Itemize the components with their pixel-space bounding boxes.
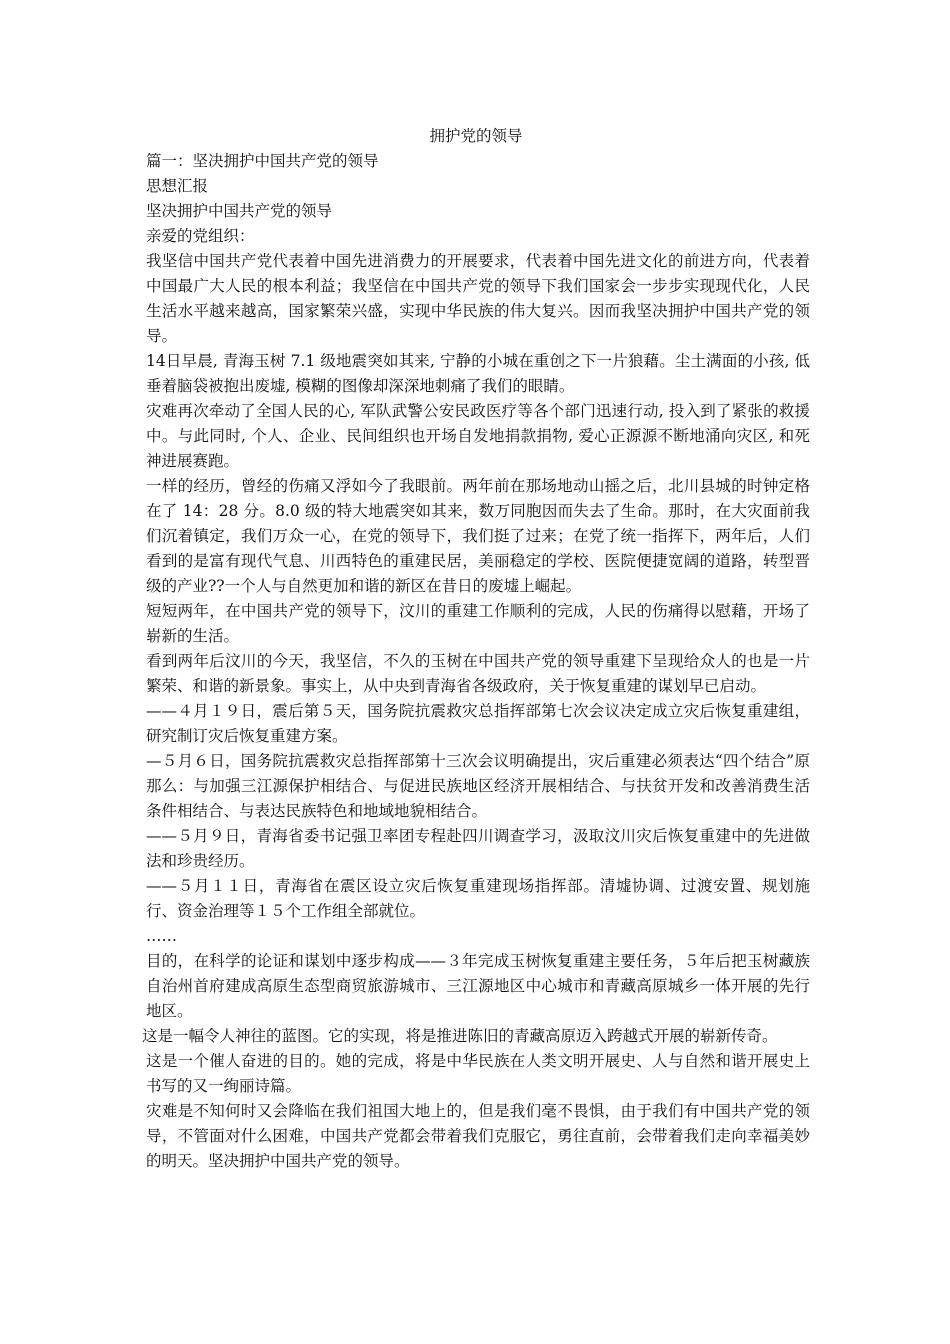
paragraph-body: 灾难再次牵动了全国人民的心, 军队武警公安民政医疗等各个部门迅速行动, 投入到了紧张的救援中。与此同时, 个人、企业、民间组织也开场自发地捐款捐物, 爱心正源源不断地涌向灾区, 和死神进展赛跑。 bbox=[146, 402, 810, 470]
paragraph-salutation: 亲爱的党组织： bbox=[146, 227, 255, 245]
paragraph-body: 这是一个催人奋进的目的。她的完成，将是中华民族在人类文明开展史、人与自然和谐开展史上书写的又一绚丽诗篇。 bbox=[146, 1052, 810, 1095]
paragraph-timeline-item: —５月６日，国务院抗震救灾总指挥部第十三次会议明确提出，灾后重建必须表达“四个结合”原那么：与加强三江源保护相结合、与促进民族地区经济开展相结合、与扶贫开发和改善消费生活条件相结合、与表达民族特色和地域地貌相结合。 bbox=[146, 752, 810, 820]
paragraph-body: 目的，在科学的论证和谋划中逐步构成——３年完成玉树恢复重建主要任务，５年后把玉树藏族自治州首府建成高原生态型商贸旅游城市、三江源地区中心城市和青藏高原城乡一体开展的先行地区。 bbox=[146, 952, 810, 1020]
paragraph-report-type: 思想汇报 bbox=[146, 177, 209, 195]
paragraph-body: 一样的经历，曾经的伤痛又浮如今了我眼前。两年前在那场地动山摇之后，北川县城的时钟定格在了 14：28 分。8.0 级的特大地震突如其来，数万同胞因而失去了生命。那时，在大灾面前我们沉着镇定，我们万众一心，在党的领导下，我们挺了过来；在党了统一指挥下，两年后，人们看到的是富有现代气息、川西特色的重建民居，美丽稳定的学校、医院便捷宽阔的道路，转型晋级的产业??一个人与自然更加和谐的新区在昔日的废墟上崛起。 bbox=[146, 477, 810, 595]
paragraph-body: 短短两年，在中国共产党的领导下，汶川的重建工作顺利的完成，人民的伤痛得以慰藉，开场了崭新的生活。 bbox=[146, 602, 810, 645]
paragraph-conclusion: 灾难是不知何时又会降临在我们祖国大地上的，但是我们毫不畏惧，由于我们有中国共产党的领导，不管面对什么困难，中国共产党都会带着我们克服它，勇往直前，会带着我们走向幸福美妙的明天。坚决拥护中国共产党的领导。 bbox=[146, 1102, 810, 1170]
paragraph-body: 14日早晨, 青海玉树 7.1 级地震突如其来, 宁静的小城在重创之下一片狼藉。尘土满面的小孩, 低垂着脑袋被抱出废墟, 模糊的图像却深深地刺痛了我们的眼睛。 bbox=[146, 352, 810, 395]
paragraph-body: 我坚信中国共产党代表着中国先进消费力的开展要求，代表着中国先进文化的前进方向，代表着中国最广大人民的根本利益；我坚信在中国共产党的领导下我们国家会一步步实现现代化，人民生活水平越来越高，国家繁荣兴盛，实现中华民族的伟大复兴。因而我坚决拥护中国共产党的领导。 bbox=[146, 252, 810, 345]
paragraph-body: 看到两年后汶川的今天，我坚信，不久的玉树在中国共产党的领导重建下呈现给众人的也是一片繁荣、和谐的新景象。事实上，从中央到青海省各级政府，关于恢复重建的谋划早已启动。 bbox=[146, 652, 810, 695]
paragraph-timeline-item: ——５月９日，青海省委书记强卫率团专程赴四川调查学习，汲取汶川灾后恢复重建中的先进做法和珍贵经历。 bbox=[146, 827, 810, 870]
paragraph-timeline-item: ——５月１１日，青海省在震区设立灾后恢复重建现场指挥部。清墟协调、过渡安置、规划施行、资金治理等１５个工作组全部就位。 bbox=[146, 877, 810, 920]
paragraph-section-heading: 篇一：坚决拥护中国共产党的领导 bbox=[146, 152, 379, 170]
document-body bbox=[142, 124, 810, 1174]
document-title: 拥护党的领导 bbox=[429, 127, 523, 145]
paragraph-report-title: 坚决拥护中国共产党的领导 bbox=[146, 202, 333, 220]
paragraph-ellipsis: …… bbox=[146, 927, 177, 945]
paragraph-timeline-item: ——４月１９日，震后第５天，国务院抗震救灾总指挥部第七次会议决定成立灾后恢复重建组，研究制订灾后恢复重建方案。 bbox=[146, 702, 810, 745]
paragraph-body: 这是一幅令人神往的蓝图。它的实现，将是推进陈旧的青藏高原迈入跨越式开展的崭新传奇。 bbox=[142, 1027, 778, 1045]
